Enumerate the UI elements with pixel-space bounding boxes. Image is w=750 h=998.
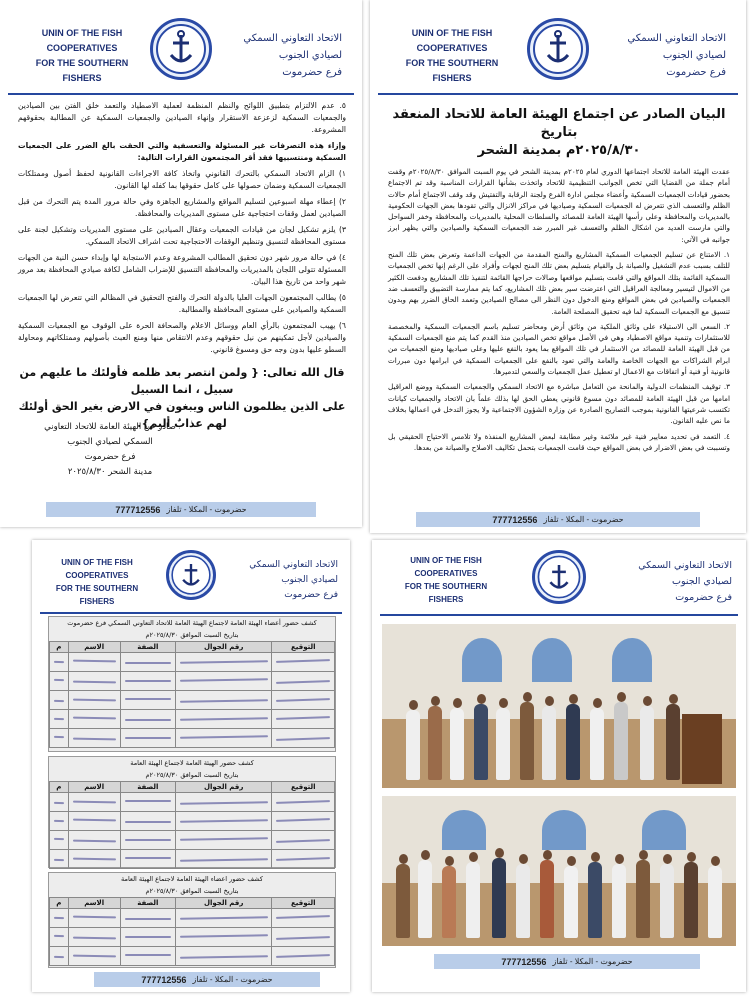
attendance-page	[32, 540, 350, 992]
handwritten-entry	[73, 840, 116, 842]
page-footer: 777712556 حضرموت - المكلا - تلفاز	[434, 954, 700, 969]
handwritten-entry	[125, 857, 171, 859]
item-3: ٣. توقيف المنظمات الدولية والمانحة من التعامل مباشرة مع الاتحاد السمكي والجمعيات السمكية ووضع العراقيل امامها من قبل الهيئة العامة للمصائد دون مسوغ قانوني يعطي الحق لها بذلك علماً بان الاتحاد والجمعيات كيانات تكتسب شرعيتها القانونية بموجب التصاريح الصادرة عن وزارة الشؤون الاجتماعية ولا يجوز التدخل في اعمالها بخلاف ما نص عليه القانون.	[388, 382, 730, 426]
quran-quote: قال الله تعالى: { ولمن انتصر بعد ظلمه فأولئك ما عليهم من سبيل ، انما السبيل على الذين يظلمون الناس ويبغون في الارض بغير الحق أولئك لهم عذابٌ أليم}.	[18, 366, 346, 430]
handwritten-entry	[180, 660, 268, 663]
item-4: ٤. التعمد في تحديد معايير فنية غير ملائمة وغير مطابقة لبعض المشاريع المنفذة ولا تلامس الاحتياج الحقيقي بل وتسببت في بعض الاضرار في بعض المواقع حيث قامت الجمعيات بتحمل تكاليف الاصلاح والصيانة من بعدها.	[388, 431, 730, 452]
attendance-table	[49, 781, 335, 869]
handwritten-entry	[125, 737, 171, 739]
handwritten-entry	[180, 819, 268, 822]
handwritten-entry	[276, 936, 330, 939]
page-header	[370, 0, 746, 92]
handwritten-entry	[125, 680, 171, 682]
handwritten-entry	[54, 859, 64, 861]
handwritten-entry	[276, 716, 330, 719]
col-phone: رقم الجوال	[175, 782, 272, 793]
english-org-name: UNIN OF THE FISH COOPERATIVES FOR THE SOUTHERN FISHERS	[404, 556, 488, 604]
decision-4: ٤) في حالة مرور شهر دون تحقيق المطالب المشروعة وعدم الاستجابة لها وإبداء حسن النية من الجهات المسئولة تتولى اللجان بالمديريات والمحافظة التنسيق للإضراب الشامل لكافة صيادي المحافظة بعد مرور شهر واحد من تاريخ هذا البيان.	[18, 253, 346, 286]
page-footer: 777712556 حضرموت - المكلا - تلفاز	[416, 512, 700, 527]
handwritten-entry	[276, 954, 330, 957]
handwritten-entry	[73, 801, 116, 803]
handwritten-entry	[73, 955, 116, 957]
handwritten-entry	[180, 837, 268, 840]
handwritten-entry	[276, 737, 330, 740]
handwritten-entry	[125, 839, 171, 841]
decision-5: ٥) يطالب المجتمعون الجهات العليا بالدولة التحرك والفتح التحقيق في المظالم التي تتعرض لها الجمعيات السمكية والصيادين على مستوى المحافظة والمطالبة.	[18, 293, 346, 314]
sheet-caption: كشف حضور اعضاء الهيئة العامة لاجتماع الهيئة العامة	[120, 875, 264, 883]
handwritten-entry	[276, 800, 330, 803]
handwritten-entry	[125, 800, 171, 802]
handwritten-entry	[73, 660, 116, 662]
arabic-org-name: الاتحاد التعاوني السمكي لصيادي الجنوب فرع حضرموت	[243, 33, 342, 78]
handwritten-entry	[180, 934, 268, 937]
handwritten-entry	[54, 736, 64, 738]
handwritten-entry	[54, 661, 64, 663]
handwritten-entry	[54, 820, 64, 822]
handwritten-entry	[276, 680, 330, 683]
page-header	[372, 540, 746, 614]
decision-1: ١) الزام الاتحاد السمكي بالتحرك القانوني واتخاذ كافة الاجراءات القانونية لحفظ أصول وممتلكات الجمعيات السمكية وضمان حصولها على كامل حقوقها بما كفله لها القانون.	[18, 169, 346, 190]
handwritten-entry	[125, 719, 171, 721]
handwritten-entry	[276, 857, 330, 860]
handwritten-entry	[73, 717, 116, 719]
handwritten-entry	[73, 916, 116, 918]
sheet-date: بتاريخ السبت الموافق ٢٠٢٥/٨/٣٠م	[145, 887, 239, 895]
handwritten-entry	[180, 717, 268, 720]
page-footer: 777712556 حضرموت - المكلا - تلفاز	[94, 972, 320, 987]
arabic-org-name: الاتحاد التعاوني السمكي لصيادي الجنوب فرع حضرموت	[249, 560, 338, 600]
header-rule	[40, 612, 342, 614]
handwritten-entry	[73, 937, 116, 939]
header-rule	[378, 93, 738, 95]
handwritten-entry	[125, 954, 171, 956]
col-signature: التوقيع	[272, 642, 335, 653]
col-role: الصفة	[120, 898, 175, 909]
col-index: م	[50, 642, 69, 653]
page-header	[32, 540, 350, 610]
header-rule	[380, 614, 738, 616]
col-phone: رقم الجوال	[175, 898, 272, 909]
handwritten-entry	[180, 955, 268, 958]
attendance-table	[49, 641, 335, 748]
handwritten-entry	[73, 858, 116, 860]
handwritten-entry	[276, 915, 330, 918]
attendance-sheet-1	[48, 616, 336, 752]
handwritten-entry	[54, 679, 64, 681]
handwritten-entry	[125, 936, 171, 938]
handwritten-entry	[73, 699, 116, 701]
handwritten-entry	[180, 916, 268, 919]
col-name: الاسم	[68, 782, 120, 793]
decisions-intro: وإزاء هذه التصرفات غير المسئولة والتعسفية والتي الحقت بالغ الضرر على الجمعيات السمكية ومنتسبيها فقد أقر المجتمعون القرارات التالية:	[18, 141, 346, 162]
col-signature: التوقيع	[272, 898, 335, 909]
decision-2: ٢) إعطاء مهلة اسبوعين لتسليم المواقع والمشاريع الجاهزة وفي حالة مرور المدة يتم التحرك من قبل الصيادين لعمل وقفات احتجاجية على مستوى المديريات والمحافظة.	[18, 197, 346, 218]
item-2: ٢. السعي الى الاستيلاء على وثائق الملكية من وثائق أرض ومحاضر تسليم باسم الجمعيات السمكية والمخصصة للاستثمارات وتنمية مواقع الاصطياد وهي في الأصل مواقع تخص الصيادين منذ القدم كما يتم منع الجمعيات السمكية من قبل الهيئة العامة للمصائد من الاستثمار في تلك المواقع بما يعود بالنفع عليها وعلى صياديها ومنع الجمعيات من ابرام الشراكات مع الجهات الخاصة والعامة والتي تعود بالنفع على الجمعيات السمكية في ابرامها دون مبررات قانونية أو فنية أو اتفاقات مع الاعمال او تعطيل عمل الجمعيات والسعي لتدميرها.	[388, 321, 730, 377]
union-logo	[527, 18, 589, 80]
statement-title: البيان الصادر عن اجتماع الهيئة العامة للاتحاد المنعقد بتاريخ ٢٠٢٥/٨/٣٠م بمدينة الشحر	[392, 107, 726, 158]
arabic-org-name: الاتحاد التعاوني السمكي لصيادي الجنوب فرع حضرموت	[627, 33, 726, 78]
col-index: م	[50, 782, 69, 793]
document-page-2	[0, 0, 362, 527]
photos-page	[372, 540, 746, 992]
sheet-caption: كشف حضور الهيئة العامة لاجتماع الهيئة العامة	[130, 759, 254, 767]
decision-6: ٦) يهيب المجتمعون بالرأي العام ووسائل الاعلام والصحافة الحرة على الوقوف مع الجمعيات السمكية والصيادين لأجل تمكينهم من نيل حقوقهم وعدم الانتقاص منها ومنع العبث بأصولهم وممتلكاتهم ومحاولة السطو عليها بدون وجه حق ومسوغ قانوني.	[18, 321, 346, 354]
attendance-table	[49, 897, 335, 966]
col-role: الصفة	[120, 782, 175, 793]
handwritten-entry	[180, 801, 268, 804]
handwritten-entry	[180, 858, 268, 861]
handwritten-entry	[73, 738, 116, 740]
english-org-name: UNIN OF THE FISH COOPERATIVES FOR THE SOUTHERN FISHERS	[35, 28, 129, 83]
decision-3: ٣) يلزم تشكيل لجان من قيادات الجمعيات وعقال الصيادين على مستوى المديريات وتشكيل لجنة على مستوى المحافظة لتنسيق وتنظيم الوقفات الاحتجاجية تحت اشراف الاتحاد السمكي.	[18, 225, 346, 246]
handwritten-entry	[54, 718, 64, 720]
item-1: ١. الامتناع عن تسليم الجمعيات السمكية المشاريع والمنح المقدمة من الجهات الداعمة وتعرض بعض تلك المنح للتلف بسبب عدم التشغيل والصيانة بل والقيام بتسليم بعض تلك المنح لجهات وأفراد على الرغم إنها تخص الجمعيات السمكية القائمة بتلك المواقع والتي قامت بتسليم مواقعها وصالات حراجها القائمة لتنفيذ تلك المشاريع ودفعت الكثير من الاموال لتيسير ومعالجة العراقيل التي اعترضت سير بعض تلك المشاريع، كما يتم ممارسة التضييق والتعسف ضد الجمعيات والصيادين في بعض المواقع ومنع الدخول دون النظر الى مصالح الصيادين وتعمد الحاق الضرر بهم وبدون تنسيق مع الجمعيات السمكية لما فيه تحقيق المصلحة العامة.	[388, 250, 730, 316]
col-phone: رقم الجوال	[175, 642, 272, 653]
header-rule	[8, 93, 354, 95]
col-index: م	[50, 898, 69, 909]
union-logo	[166, 550, 216, 600]
handwritten-entry	[276, 698, 330, 701]
col-name: الاسم	[68, 642, 120, 653]
union-logo	[150, 18, 212, 80]
sheet-caption: كشف حضور أعضاء الهيئة العامة لاجتماع الهيئة العامة للاتحاد التعاوني السمكي فرع حضرموت	[67, 619, 317, 627]
col-signature: التوقيع	[272, 782, 335, 793]
handwritten-entry	[73, 819, 116, 821]
handwritten-entry	[180, 699, 268, 702]
handwritten-entry	[276, 659, 330, 662]
handwritten-entry	[180, 678, 268, 681]
handwritten-entry	[125, 918, 171, 920]
statement-body	[388, 106, 730, 457]
handwritten-entry	[180, 735, 268, 738]
handwritten-entry	[73, 681, 116, 683]
handwritten-entry	[54, 802, 64, 804]
meeting-photo-1	[382, 624, 736, 788]
handwritten-entry	[54, 700, 64, 702]
sheet-date: بتاريخ السبت الموافق ٢٠٢٥/٨/٣٠م	[145, 771, 239, 779]
arabic-org-name: الاتحاد التعاوني السمكي لصيادي الجنوب فرع حضرموت	[638, 560, 732, 603]
attendance-sheet-2	[48, 756, 336, 868]
handwritten-entry	[276, 818, 330, 821]
statement-intro: عقدت الهيئة العامة للاتحاد اجتماعها الدوري لعام ٢٠٢٥م بمدينة الشحر في يوم السبت الموافق ٢٠٢٥/٨/٣٠م وقفت أمام جملة من القضايا التي تخص الجوانب التنظيمية للاتحاد واتخذت بشأنها القرارات المناسبة وقد تم الاجتماع بحضور قيادات الجمعيات السمكية وأعضاء مجلس ادارة الفرع ولجنة الرقابة والتفتيش وقد وقف الاجتماع أمام حالات الظلم والتعسف الذي تتعرض له الجمعيات السمكية وصياديها في مراكز الانزال والتي تقودها بعض الجهات الحكومية بالمديريات والمحافظة وعلى رأسها الهيئة العامة للمصائد والسلطات المحلية بالمديريات والمحافظة وخفر السواحل والتي مارست العديد من اشكال الظلم والتعسف غير المبرر ضد الجمعيات السمكية والصيادين والتي يظهر ابرز جوانبه في الآتي:	[388, 167, 731, 244]
handwritten-entry	[54, 838, 64, 840]
page-header	[0, 0, 362, 92]
page-footer: 777712556 حضرموت - المكلا - تلفاز	[46, 502, 316, 517]
handwritten-entry	[276, 839, 330, 842]
handwritten-entry	[54, 917, 64, 919]
col-name: الاسم	[68, 898, 120, 909]
attendance-sheet-3	[48, 872, 336, 968]
document-page-1	[370, 0, 746, 533]
col-role: الصفة	[120, 642, 175, 653]
handwritten-entry	[125, 821, 171, 823]
handwritten-entry	[54, 956, 64, 958]
handwritten-entry	[54, 935, 64, 937]
handwritten-entry	[125, 698, 171, 700]
sheet-date: بتاريخ السبت الموافق ٢٠٢٥/٨/٣٠م	[145, 631, 239, 639]
statement-continued	[18, 100, 346, 440]
union-logo	[532, 550, 586, 604]
english-org-name: UNIN OF THE FISH COOPERATIVES FOR THE SOUTHERN FISHERS	[405, 28, 499, 83]
item-5: ٥. عدم الالتزام بتطبيق اللوائح والنظم المنظمة لعملية الاصطياد والتعمد خلق الفتن بين الصيادين والجمعيات السمكية لزعزعة الاستقرار وإنهاء الصيادين والجمعيات السمكية عن المطالبة بحقوقهم المشروعة.	[18, 101, 346, 134]
english-org-name: UNIN OF THE FISH COOPERATIVES FOR THE SOUTHERN FISHERS	[55, 558, 139, 606]
handwritten-entry	[125, 662, 171, 664]
signature-block: صادر عن الهيئة العامة للاتحاد التعاوني السمكي لصيادي الجنوب فرع حضرموت مدينة الشحر ٢٠٢٥/٨/٣٠	[44, 422, 176, 477]
meeting-photo-2	[382, 796, 736, 946]
